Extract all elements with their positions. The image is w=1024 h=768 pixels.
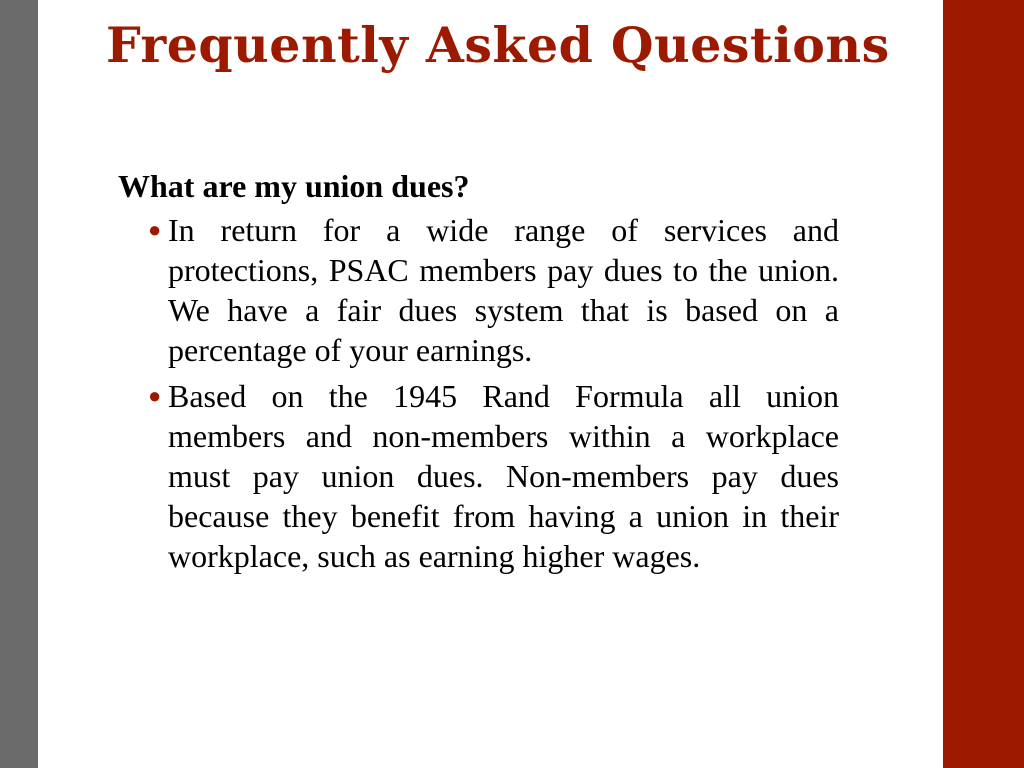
right-decorative-bar [943, 0, 1024, 768]
slide-title: Frequently Asked Questions [106, 16, 890, 74]
bullet-dot-icon: ● [148, 217, 162, 242]
bullet-text: In return for a wide range of services and protections, PSAC members pay dues to the union. We have a fair dues system that is based on a percentage of your earnings. [168, 212, 839, 368]
bullet-item [118, 376, 839, 576]
question-heading: What are my union dues? [118, 168, 470, 204]
bullet-dot-icon: ● [148, 383, 162, 408]
left-decorative-bar [0, 0, 38, 768]
bullet-item [118, 210, 839, 370]
slide-content [118, 166, 839, 582]
bullet-list [118, 210, 839, 576]
bullet-text: Based on the 1945 Rand Formula all union members and non-members within a workplace must pay union dues. Non-members pay dues because they benefit from having a union in their workplace, such as earning higher wages. [168, 378, 839, 574]
